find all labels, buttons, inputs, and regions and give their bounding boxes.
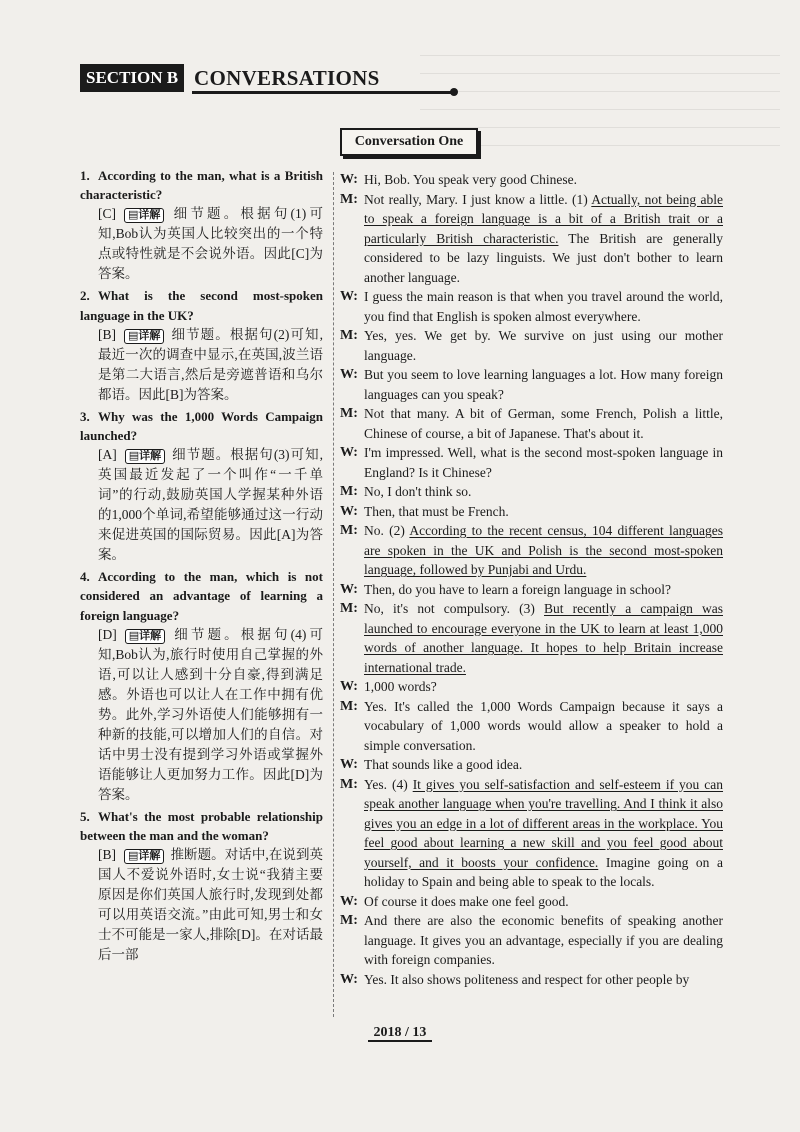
detail-badge: ▤详解: [125, 629, 165, 644]
speaker-label: M:: [340, 601, 358, 616]
dialogue-text: [364, 521, 723, 580]
explanation-text: 推断题。对话中,在说到英国人不爱说外语时,女士说“我猜主要原因是你们英国人旅行时,发现到处都可以用英语交流。”由此可知,男士和女士不可能是一家人,排除[D]。在对话最后一部: [98, 847, 323, 963]
speaker-label: W:: [340, 503, 358, 519]
dialogue-text: [364, 443, 723, 482]
conversation-title: Conversation One: [340, 128, 478, 156]
dialogue-column: [340, 170, 723, 989]
question-prompt: What is the second most-spoken language in the UK?: [80, 288, 323, 323]
column-divider: [333, 172, 334, 1017]
dialogue-turn: [340, 326, 723, 365]
question-number: 4.: [80, 569, 90, 585]
speaker-label: W:: [340, 445, 358, 460]
answer-explanation: [80, 445, 323, 565]
dialogue-text: [364, 170, 723, 190]
dialogue-turn: [340, 443, 723, 482]
speaker-label: W:: [340, 289, 358, 304]
speaker-label: W:: [340, 172, 358, 187]
dialogue-turn: [340, 521, 723, 580]
answer-letter: [A]: [98, 447, 117, 463]
speaker-label: W:: [340, 679, 358, 694]
dialogue-turn: [340, 697, 723, 756]
dialogue-turn: [340, 365, 723, 404]
question-item: [80, 166, 323, 284]
answer-explanation: [80, 325, 323, 405]
dialogue-segment: Imagine going on a holiday to Spain and being able to speak to the locals.: [364, 854, 723, 889]
dialogue-segment: Yes. It's called the 1,000 Words Campaign because it says a vocabulary of 1,000 words would allow a speaker to hold a simple conversation.: [364, 698, 723, 753]
answer-explanation: [80, 845, 323, 965]
answer-letter: [B]: [98, 326, 116, 342]
explanation-text: 细节题。根据句(1)可知,Bob认为英国人比较突出的一个特点或特性就是不会说外语。因此[C]为答案。: [98, 206, 323, 282]
question-text: [80, 407, 323, 445]
detail-badge: ▤详解: [124, 208, 164, 223]
dialogue-text: [364, 190, 723, 288]
section-title: CONVERSATIONS: [194, 66, 380, 90]
dialogue-segment: 1,000 words?: [364, 679, 437, 694]
dialogue-segment: Of course it does make one feel good.: [364, 893, 569, 909]
questions-column: [80, 166, 323, 967]
dialogue-text: [364, 580, 723, 600]
dialogue-turn: [340, 892, 723, 912]
dialogue-segment: Yes, yes. We get by. We survive on just using our mother language.: [364, 328, 723, 363]
dialogue-text: [364, 970, 723, 990]
question-prompt: According to the man, what is a British characteristic?: [80, 168, 323, 203]
answer-letter: [B]: [98, 847, 116, 863]
question-item: [80, 407, 323, 565]
dialogue-segment: No, I don't think so.: [364, 484, 472, 499]
dialogue-segment: I'm impressed. Well, what is the second most-spoken language in England? Is it Chinese?: [364, 445, 723, 480]
underlined-answer-sentence: It gives you self-satisfaction and self-esteem if you can speak another language when you're travelling. And I think it also gives you an edge in a lot of different areas in the workplace. You feel good about learning a new skill and you feel good about yourself, and it boosts your confidence.: [364, 776, 724, 870]
page-footer: [0, 1025, 800, 1041]
speaker-label: M:: [340, 523, 358, 538]
page-number: 2018 / 13: [368, 1025, 433, 1042]
dialogue-text: [364, 775, 723, 892]
dialogue-segment: Yes. (4): [364, 776, 413, 792]
dialogue-text: [364, 911, 723, 970]
answer-letter: [D]: [98, 626, 117, 642]
dialogue-segment: Then, that must be French.: [364, 503, 509, 519]
dialogue-segment: And there are also the economic benefits of speaking another language. It gives you an advantage, especially if you are dealing with foreign companies.: [364, 913, 723, 967]
question-prompt: According to the man, which is not considered an advantage of learning a foreign language?: [80, 569, 323, 623]
dialogue-turn: [340, 970, 723, 990]
dialogue-text: [364, 404, 723, 443]
question-text: [80, 567, 323, 625]
dialogue-turn: [340, 190, 723, 288]
dialogue-segment: But you seem to love learning languages a lot. How many foreign languages can you speak?: [364, 367, 723, 402]
answer-letter: [C]: [98, 206, 116, 222]
dialogue-turn: [340, 755, 723, 775]
explanation-text: 细节题。根据句(2)可知,最近一次的调查中显示,在英国,波兰语是第二大语言,然后是旁遮普语和乌尔都语。因此[B]为答案。: [98, 326, 323, 402]
dialogue-text: [364, 365, 723, 404]
answer-explanation: [80, 625, 323, 805]
dialogue-segment: I guess the main reason is that when you travel around the world, you find that English is spoken almost everywhere.: [364, 289, 723, 324]
section-header: [80, 64, 380, 94]
dialogue-turn: [340, 911, 723, 970]
dialogue-turn: [340, 502, 723, 522]
speaker-label: M:: [340, 406, 358, 421]
question-item: [80, 807, 323, 965]
speaker-label: M:: [340, 484, 358, 499]
dialogue-text: [364, 482, 723, 502]
question-item: [80, 567, 323, 805]
dialogue-text: [364, 755, 723, 775]
speaker-label: W:: [340, 893, 358, 909]
dialogue-segment: No. (2): [364, 523, 410, 538]
dialogue-segment: Hi, Bob. You speak very good Chinese.: [364, 172, 577, 187]
dialogue-turn: [340, 287, 723, 326]
speaker-label: M:: [340, 191, 358, 207]
dialogue-turn: [340, 677, 723, 697]
underlined-answer-sentence: But recently a campaign was launched to encourage everyone in the UK to learn at least 1,000 words of another language. It hopes to help Britain increase international trade.: [364, 601, 723, 675]
underlined-answer-sentence: Actually, not being able to speak a foreign language is a bit of a British trait or a particularly British characteristic.: [364, 191, 723, 246]
detail-badge: ▤详解: [124, 329, 164, 344]
question-number: 3.: [80, 408, 90, 424]
underlined-answer-sentence: According to the recent census, 104 different languages are spoken in the UK and Polish is the second most-spoken language, followed by Punjabi and Urdu.: [364, 523, 723, 577]
question-text: [80, 166, 323, 204]
dialogue-turn: [340, 580, 723, 600]
section-label: SECTION B: [80, 64, 184, 92]
question-text: [80, 807, 323, 845]
section-dot-ornament: [450, 88, 458, 96]
question-number: 2.: [80, 288, 90, 304]
speaker-label: W:: [340, 757, 358, 772]
dialogue-text: [364, 892, 723, 912]
question-prompt: What's the most probable relationship between the man and the woman?: [80, 808, 323, 844]
dialogue-turn: [340, 599, 723, 677]
speaker-label: W:: [340, 367, 358, 382]
dialogue-text: [364, 677, 723, 697]
dialogue-text: [364, 697, 723, 756]
dialogue-turn: [340, 482, 723, 502]
speaker-label: M:: [340, 328, 358, 343]
dialogue-segment: Yes. It also shows politeness and respect for other people by: [364, 971, 690, 987]
question-text: [80, 286, 323, 324]
detail-badge: ▤详解: [125, 449, 165, 464]
speaker-label: M:: [340, 913, 358, 928]
dialogue-text: [364, 287, 723, 326]
speaker-label: M:: [340, 698, 358, 714]
explanation-text: 细节题。根据句(3)可知,英国最近发起了一个叫作“一千单词”的行动,鼓励英国人学握某种外语的1,000个单词,希望能够通过这一行动来促进英国的国际贸易。因此[A]为答案。: [98, 447, 323, 563]
speaker-label: M:: [340, 776, 358, 792]
question-number: 5.: [80, 808, 90, 824]
detail-badge: ▤详解: [124, 849, 164, 864]
dialogue-segment: Not really, Mary. I just know a little. (1): [364, 191, 592, 207]
section-underline: [192, 91, 454, 94]
dialogue-text: [364, 502, 723, 522]
dialogue-text: [364, 326, 723, 365]
dialogue-turn: [340, 404, 723, 443]
question-prompt: Why was the 1,000 Words Campaign launched?: [80, 408, 323, 444]
dialogue-segment: Not that many. A bit of German, some French, Polish a little, Chinese of course, a bit of Japanese. That's about it.: [364, 406, 723, 441]
explanation-text: 细节题。根据句(4)可知,Bob认为,旅行时使用自己掌握的外语,可以让人感到十分自豪,得到满足感。外语也可以让人在工作中拥有优势。此外,学习外语使人们能够拥有一种新的技能,可以增加人们的自信。对话中男士没有提到学习外语或掌握外语能够让人更加努力工作。因此[D]为答案。: [98, 626, 323, 802]
dialogue-turn: [340, 170, 723, 190]
dialogue-segment: The British are generally considered to be lazy linguists. We just don't bother to learn another language.: [364, 230, 723, 285]
dialogue-segment: No, it's not compulsory. (3): [364, 601, 544, 616]
question-number: 1.: [80, 168, 90, 183]
speaker-label: W:: [340, 581, 358, 597]
dialogue-turn: [340, 775, 723, 892]
speaker-label: W:: [340, 971, 358, 987]
answer-explanation: [80, 204, 323, 284]
dialogue-segment: Then, do you have to learn a foreign language in school?: [364, 581, 672, 597]
dialogue-segment: That sounds like a good idea.: [364, 757, 523, 772]
question-item: [80, 286, 323, 404]
dialogue-text: [364, 599, 723, 677]
